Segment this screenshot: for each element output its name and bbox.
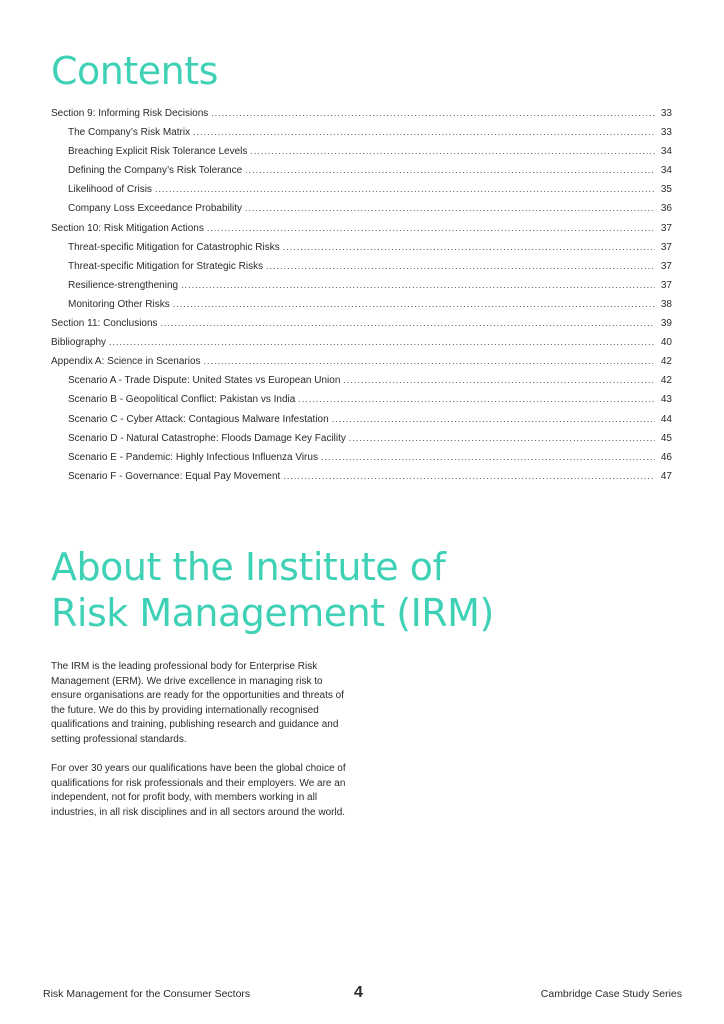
- toc-dot-leader: [161, 314, 655, 333]
- toc-entry-label: Threat-specific Mitigation for Catastrophic Risks: [68, 241, 280, 253]
- footer-series-title: Cambridge Case Study Series: [540, 988, 682, 1000]
- toc-dot-leader: [109, 333, 655, 352]
- toc-entry-label: Bibliography: [51, 337, 107, 349]
- toc-entry-page: 47: [660, 470, 672, 482]
- toc-entry[interactable]: [51, 276, 672, 295]
- toc-entry-label: Resilience-strengthening: [68, 279, 179, 291]
- toc-entry-label: Appendix A: Science in Scenarios: [51, 356, 201, 368]
- toc-entry-label: Defining the Company’s Risk Tolerance: [68, 165, 243, 177]
- toc-dot-leader: [343, 371, 655, 390]
- toc-entry-page: 35: [660, 184, 672, 196]
- toc-entry-page: 37: [660, 260, 672, 272]
- toc-entry[interactable]: [51, 238, 672, 257]
- toc-entry[interactable]: [51, 123, 672, 142]
- toc-entry[interactable]: [51, 104, 672, 123]
- toc-entry-page: 37: [660, 241, 672, 253]
- toc-dot-leader: [283, 467, 655, 486]
- toc-entry-page: 42: [660, 375, 672, 387]
- toc-entry-label: Likelihood of Crisis: [68, 184, 152, 196]
- contents-title: Contents: [51, 49, 218, 93]
- toc-entry[interactable]: [51, 467, 672, 486]
- toc-entry-label: Threat-specific Mitigation for Strategic Risks: [68, 260, 264, 272]
- toc-entry-label: Section 11: Conclusions: [51, 318, 158, 330]
- toc-dot-leader: [298, 390, 655, 409]
- toc-entry-label: The Company’s Risk Matrix: [68, 127, 191, 139]
- toc-entry[interactable]: [51, 219, 672, 238]
- about-paragraph-1: The IRM is the leading professional body for Enterprise Risk Management (ERM). We drive excellence in managing risk to ensure organisations are ready for the opportunities and threats of the future. We do this by providing internationally recognised qualifications and training, publishing research and guidance and setting professional standards.: [51, 661, 344, 745]
- toc-dot-leader: [211, 104, 655, 123]
- toc-dot-leader: [245, 161, 655, 180]
- toc-entry[interactable]: [51, 352, 672, 371]
- toc-entry[interactable]: [51, 142, 672, 161]
- toc-dot-leader: [250, 142, 655, 161]
- toc-entry-page: 34: [660, 165, 672, 177]
- footer-page-number: 4: [354, 984, 363, 1001]
- toc-entry-label: Monitoring Other Risks: [68, 298, 170, 310]
- toc-dot-leader: [349, 429, 655, 448]
- toc-entry-page: 37: [660, 222, 672, 234]
- toc-entry[interactable]: [51, 371, 672, 390]
- toc-dot-leader: [181, 276, 655, 295]
- toc-dot-leader: [266, 257, 655, 276]
- toc-entry-label: Company Loss Exceedance Probability: [68, 203, 242, 215]
- toc-dot-leader: [245, 199, 655, 218]
- toc-dot-leader: [332, 410, 655, 429]
- about-paragraph-2: For over 30 years our qualifications have been the global choice of qualifications for risk professionals and their employers. We are an independent, not for profit body, with members working in all industries, in all risk disciplines and in all sectors around the world.: [51, 763, 346, 818]
- toc-dot-leader: [321, 448, 655, 467]
- toc-entry[interactable]: [51, 295, 672, 314]
- toc-entry-label: Breaching Explicit Risk Tolerance Levels: [68, 146, 248, 158]
- toc-dot-leader: [204, 352, 655, 371]
- toc-entry[interactable]: [51, 199, 672, 218]
- toc-entry[interactable]: [51, 448, 672, 467]
- toc-entry[interactable]: [51, 180, 672, 199]
- table-of-contents: [51, 104, 672, 486]
- toc-entry-label: Scenario C - Cyber Attack: Contagious Malware Infestation: [68, 413, 329, 425]
- toc-entry[interactable]: [51, 429, 672, 448]
- toc-entry-page: 34: [660, 146, 672, 158]
- toc-entry[interactable]: [51, 161, 672, 180]
- footer-publication-title: Risk Management for the Consumer Sectors: [43, 988, 251, 1000]
- toc-dot-leader: [155, 180, 655, 199]
- toc-entry[interactable]: [51, 314, 672, 333]
- toc-entry-page: 45: [660, 432, 672, 444]
- toc-entry[interactable]: [51, 257, 672, 276]
- toc-entry[interactable]: [51, 410, 672, 429]
- toc-entry-page: 43: [660, 394, 672, 406]
- toc-entry-page: 33: [660, 127, 672, 139]
- about-title: [51, 544, 494, 636]
- toc-entry-label: Scenario A - Trade Dispute: United States vs European Union: [68, 375, 341, 387]
- toc-entry-page: 37: [660, 279, 672, 291]
- toc-entry-page: 39: [660, 318, 672, 330]
- toc-dot-leader: [173, 295, 655, 314]
- toc-entry-page: 33: [660, 108, 672, 119]
- toc-dot-leader: [207, 219, 655, 238]
- toc-entry-label: Section 10: Risk Mitigation Actions: [51, 222, 204, 234]
- toc-entry-page: 42: [660, 356, 672, 368]
- toc-dot-leader: [193, 123, 655, 142]
- toc-entry-page: 36: [660, 203, 672, 215]
- toc-entry-page: 44: [660, 413, 672, 425]
- toc-entry-label: Scenario F - Governance: Equal Pay Movement: [68, 470, 281, 482]
- toc-dot-leader: [283, 238, 655, 257]
- toc-entry-page: 46: [660, 451, 672, 463]
- toc-entry-page: 40: [660, 337, 672, 349]
- toc-entry[interactable]: [51, 390, 672, 409]
- toc-entry-page: 38: [660, 298, 672, 310]
- toc-entry-label: Scenario D - Natural Catastrophe: Floods Damage Key Facility: [68, 432, 346, 444]
- toc-entry-label: Scenario B - Geopolitical Conflict: Pakistan vs India: [68, 394, 296, 406]
- toc-entry-label: Section 9: Informing Risk Decisions: [51, 108, 209, 119]
- about-title-line2: Risk Management (IRM): [51, 591, 494, 635]
- toc-entry-label: Scenario E - Pandemic: Highly Infectious Influenza Virus: [68, 451, 318, 463]
- about-title-line1: About the Institute of: [51, 545, 446, 589]
- toc-entry[interactable]: [51, 333, 672, 352]
